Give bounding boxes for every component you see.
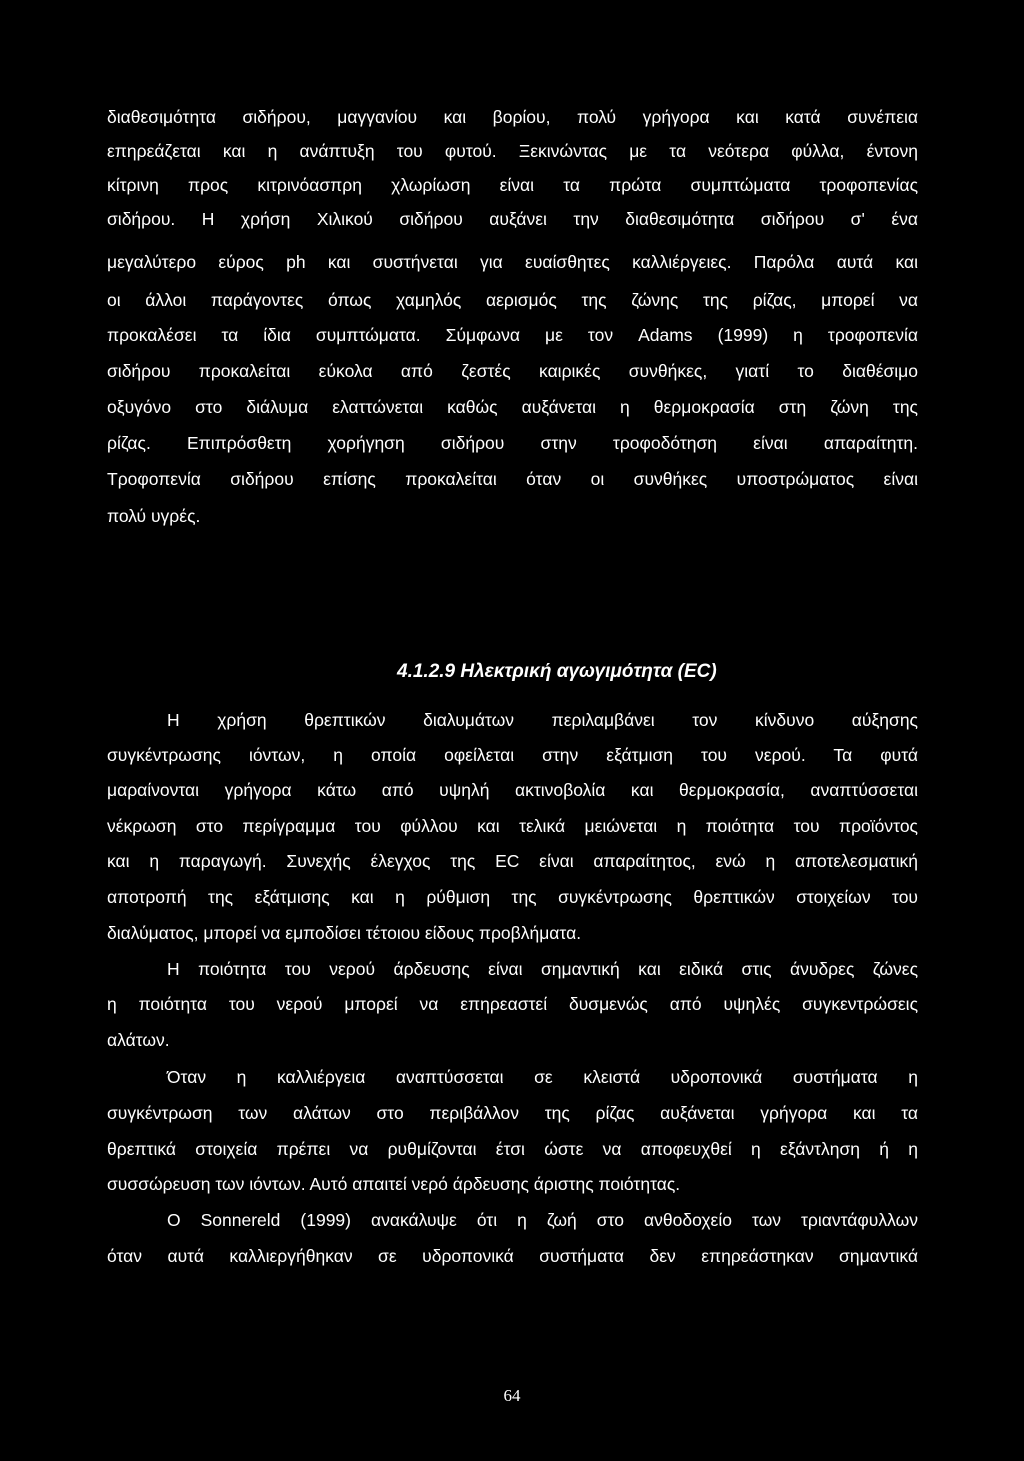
text-line: οι άλλοι παράγοντες όπως χαμηλός αερισμός της ζώνης της ρίζας, μπορεί να bbox=[107, 290, 918, 310]
text-line: διαθεσιμότητα σιδήρου, μαγγανίου και βορίου, πολύ γρήγορα και κατά συνέπεια bbox=[107, 107, 918, 127]
text-line: σιδήρου προκαλείται εύκολα από ζεστές καιρικές συνθήκες, γιατί το διαθέσιμο bbox=[107, 361, 918, 381]
text-line: σιδήρου. Η χρήση Χιλικού σιδήρου αυξάνει την διαθεσιμότητα σιδήρου σ' ένα bbox=[107, 209, 918, 229]
text-line: και η παραγωγή. Συνεχής έλεγχος της EC είναι απαραίτητος, ενώ η αποτελεσματική bbox=[107, 851, 918, 871]
text-line: συγκέντρωσης ιόντων, η οποία οφείλεται στην εξάτμιση του νερού. Τα φυτά bbox=[107, 745, 918, 765]
text-line: συσσώρευση των ιόντων. Αυτό απαιτεί νερό άρδευσης άριστης ποιότητας. bbox=[107, 1174, 681, 1194]
text-line: όταν αυτά καλλιεργήθηκαν σε υδροπονικά συστήματα δεν επηρεάστηκαν σημαντικά bbox=[107, 1246, 918, 1266]
text-line: συγκέντρωση των αλάτων στο περιβάλλον της ρίζας αυξάνεται γρήγορα και τα bbox=[107, 1103, 918, 1123]
text-line: διαλύματος, μπορεί να εμποδίσει τέτοιου είδους προβλήματα. bbox=[107, 923, 582, 943]
text-line: Όταν η καλλιέργεια αναπτύσσεται σε κλειστά υδροπονικά συστήματα η bbox=[167, 1067, 918, 1087]
page-number: 64 bbox=[503, 1386, 521, 1405]
text-line: πολύ υγρές. bbox=[107, 506, 201, 526]
text-line: νέκρωση στο περίγραμμα του φύλλου και τελικά μειώνεται η ποιότητα του προϊόντος bbox=[107, 816, 918, 836]
text-line: κίτρινη προς κιτρινόασπρη χλωρίωση είναι τα πρώτα συμπτώματα τροφοπενίας bbox=[107, 175, 918, 195]
text-line: θρεπτικά στοιχεία πρέπει να ρυθμίζονται έτσι ώστε να αποφευχθεί η εξάντληση ή η bbox=[107, 1139, 918, 1159]
text-line: μαραίνονται γρήγορα κάτω από υψηλή ακτινοβολία και θερμοκρασία, αναπτύσσεται bbox=[107, 780, 918, 800]
text-line: Η χρήση θρεπτικών διαλυμάτων περιλαμβάνει τον κίνδυνο αύξησης bbox=[167, 710, 918, 730]
text-line: ρίζας. Επιπρόσθετη χορήγηση σιδήρου στην τροφοδότηση είναι απαραίτητη. bbox=[107, 433, 918, 453]
text-line: αλάτων. bbox=[107, 1030, 170, 1050]
text-line: αποτροπή της εξάτμισης και η ρύθμιση της συγκέντρωσης θρεπτικών στοιχείων του bbox=[107, 887, 918, 907]
text-line: Η ποιότητα του νερού άρδευσης είναι σημαντική και ειδικά στις άνυδρες ζώνες bbox=[167, 959, 918, 979]
text-line: οξυγόνο στο διάλυμα ελαττώνεται καθώς αυξάνεται η θερμοκρασία στη ζώνη της bbox=[107, 397, 918, 417]
text-line: μεγαλύτερο εύρος ph και συστήνεται για ευαίσθητες καλλιέργειες. Παρόλα αυτά και bbox=[107, 252, 918, 272]
text-line: προκαλέσει τα ίδια συμπτώματα. Σύμφωνα με τον Adams (1999) η τροφοπενία bbox=[107, 325, 918, 345]
section-heading: 4.1.2.9 Ηλεκτρική αγωγιμότητα (EC) bbox=[397, 661, 717, 682]
text-line: Τροφοπενία σιδήρου επίσης προκαλείται όταν οι συνθήκες υποστρώματος είναι bbox=[107, 469, 918, 489]
text-line: Ο Sonnereld (1999) ανακάλυψε ότι η ζωή στο ανθοδοχείο των τριαντάφυλλων bbox=[167, 1210, 918, 1230]
text-line: η ποιότητα του νερού μπορεί να επηρεαστεί δυσμενώς από υψηλές συγκεντρώσεις bbox=[107, 994, 918, 1014]
text-line: επηρεάζεται και η ανάπτυξη του φυτού. Ξεκινώντας με τα νεότερα φύλλα, έντονη bbox=[107, 141, 918, 161]
